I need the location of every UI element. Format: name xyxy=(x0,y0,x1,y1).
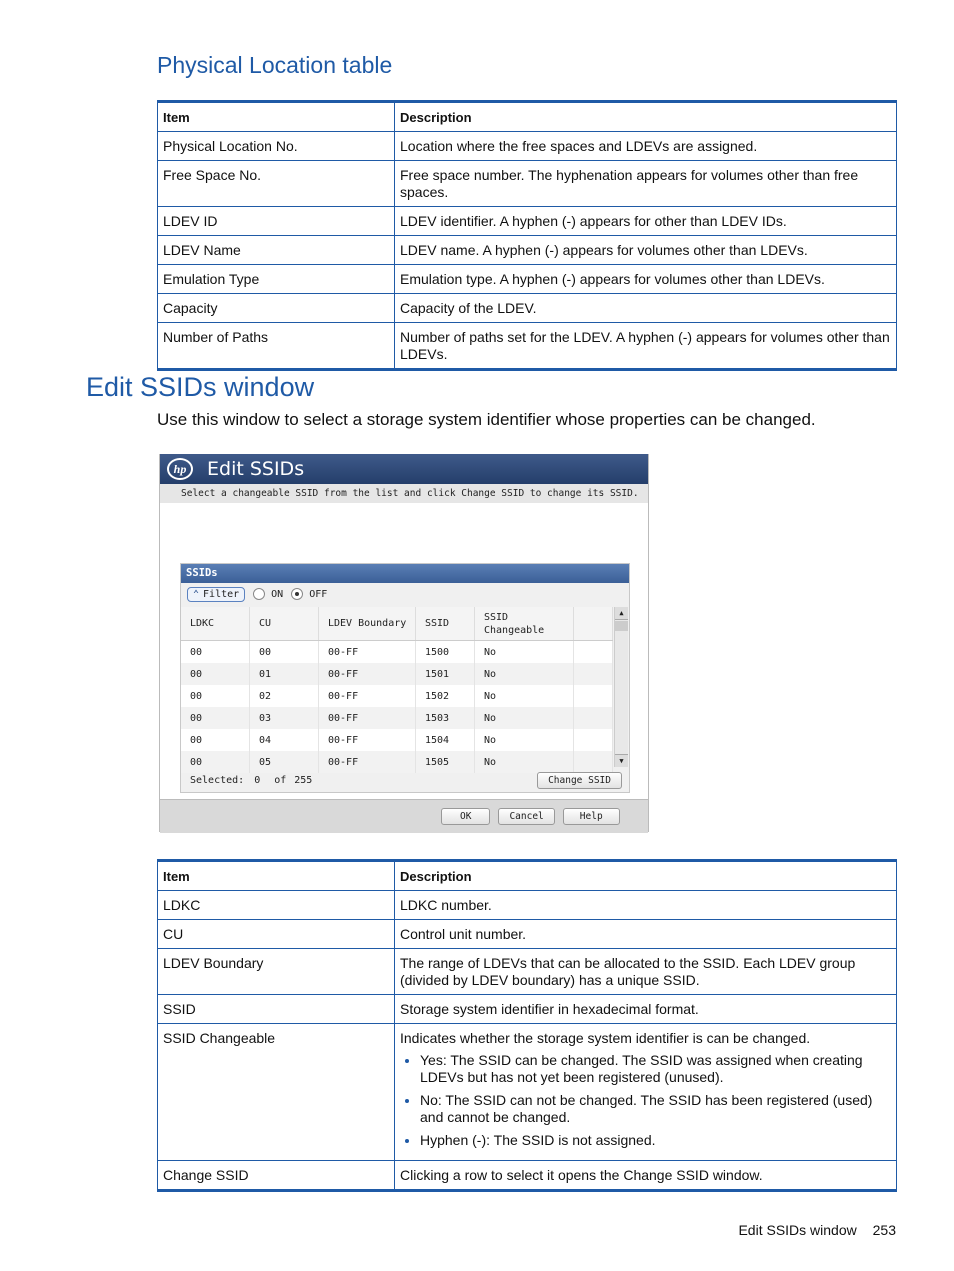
cell-cu: 02 xyxy=(250,685,319,707)
row-description: Free space number. The hyphenation appears for volumes other than free spaces. xyxy=(395,161,897,207)
col-ssid[interactable]: SSID xyxy=(416,607,475,641)
cell-changeable: No xyxy=(475,707,574,729)
radio-on[interactable] xyxy=(253,588,265,600)
cell-cu: 03 xyxy=(250,707,319,729)
change-ssid-button[interactable]: Change SSID xyxy=(537,772,622,789)
cell-filler xyxy=(574,685,613,707)
cell-cu: 00 xyxy=(250,641,319,664)
row-description: Number of paths set for the LDEV. A hyphen (-) appears for volumes other than LDEVs. xyxy=(395,323,897,370)
row-description: Capacity of the LDEV. xyxy=(395,294,897,323)
table-row xyxy=(158,949,897,995)
of-label: of xyxy=(274,774,287,786)
section-heading-edit-ssids: Edit SSIDs window xyxy=(86,372,315,402)
cell-ssid: 1501 xyxy=(416,663,475,685)
col-cu[interactable]: CU xyxy=(250,607,319,641)
row-item: LDEV Name xyxy=(158,236,395,265)
row-description: The range of LDEVs that can be allocated to the SSID. Each LDEV group (divided by LDEV boundary) has a unique SSID. xyxy=(395,949,897,995)
row-description: LDEV name. A hyphen (-) appears for volumes other than LDEVs. xyxy=(395,236,897,265)
row-item: Capacity xyxy=(158,294,395,323)
row-description: Location where the free spaces and LDEVs are assigned. xyxy=(395,132,897,161)
cell-cu: 04 xyxy=(250,729,319,751)
chevron-up-icon: ⌃ xyxy=(193,588,200,600)
table-row xyxy=(158,207,897,236)
list-item: • No: The SSID can not be changed. The SSID has been registered (used) and cannot be changed. xyxy=(420,1092,891,1126)
row-description: Emulation type. A hyphen (-) appears for volumes other than LDEVs. xyxy=(395,265,897,294)
selected-label: Selected: xyxy=(190,774,245,786)
page-footer xyxy=(738,1222,896,1238)
table-row xyxy=(158,891,897,920)
grid-row[interactable] xyxy=(181,707,613,729)
row-description: Control unit number. xyxy=(395,920,897,949)
table-row xyxy=(158,323,897,370)
cell-filler xyxy=(574,707,613,729)
table-row xyxy=(158,236,897,265)
row-item: Number of Paths xyxy=(158,323,395,370)
col-ssid-changeable[interactable]: SSID Changeable xyxy=(475,607,574,641)
col-ldev-boundary[interactable]: LDEV Boundary xyxy=(319,607,416,641)
header-item: Item xyxy=(158,861,395,891)
row-description: LDEV identifier. A hyphen (-) appears for other than LDEV IDs. xyxy=(395,207,897,236)
total-count: 255 xyxy=(294,774,313,786)
cell-changeable: No xyxy=(475,685,574,707)
edit-ssids-window xyxy=(159,454,649,832)
bullet-list xyxy=(400,1052,891,1149)
table-row xyxy=(158,995,897,1024)
cell-ldkc: 00 xyxy=(181,751,250,773)
row-item: LDEV ID xyxy=(158,207,395,236)
filter-button[interactable] xyxy=(187,587,245,602)
grid-row[interactable] xyxy=(181,663,613,685)
cell-boundary: 00-FF xyxy=(319,685,416,707)
row-description: Storage system identifier in hexadecimal format. xyxy=(395,995,897,1024)
table-header-row xyxy=(158,861,897,891)
cell-boundary: 00-FF xyxy=(319,751,416,773)
cell-ssid: 1504 xyxy=(416,729,475,751)
window-title-bar xyxy=(160,454,648,484)
grid-header-row xyxy=(181,607,613,641)
scroll-up-icon[interactable]: ▲ xyxy=(615,607,628,620)
cell-ssid: 1500 xyxy=(416,641,475,664)
table-row xyxy=(158,265,897,294)
row-item: Change SSID xyxy=(158,1161,395,1191)
row-item: CU xyxy=(158,920,395,949)
table-row xyxy=(158,920,897,949)
hp-logo-icon: hp xyxy=(167,458,193,480)
cell-filler xyxy=(574,641,613,664)
col-ldkc[interactable]: LDKC xyxy=(181,607,250,641)
panel-footer xyxy=(181,768,629,792)
row-item: SSID Changeable xyxy=(158,1024,395,1161)
ssid-description-table xyxy=(157,859,897,1192)
cell-changeable: No xyxy=(475,641,574,664)
row-description: LDKC number. xyxy=(395,891,897,920)
cell-ldkc: 00 xyxy=(181,641,250,664)
cell-changeable: No xyxy=(475,729,574,751)
list-item: • Hyphen (-): The SSID is not assigned. xyxy=(420,1132,891,1149)
radio-off[interactable] xyxy=(291,588,303,600)
row-item: SSID xyxy=(158,995,395,1024)
help-button[interactable]: Help xyxy=(563,808,620,825)
table-row xyxy=(158,1024,897,1161)
intro-paragraph: Use this window to select a storage system identifier whose properties can be changed. xyxy=(157,410,816,429)
filter-label: Filter xyxy=(203,588,240,600)
grid-row[interactable] xyxy=(181,685,613,707)
table-row xyxy=(158,132,897,161)
ssids-grid xyxy=(181,607,613,767)
cell-ldkc: 00 xyxy=(181,685,250,707)
col-filler xyxy=(574,607,613,641)
cell-boundary: 00-FF xyxy=(319,729,416,751)
cell-ssid: 1505 xyxy=(416,751,475,773)
row-item: LDKC xyxy=(158,891,395,920)
cancel-button[interactable]: Cancel xyxy=(498,808,554,825)
window-instructions: Select a changeable SSID from the list and click Change SSID to change its SSID. xyxy=(160,484,648,503)
row-item: Physical Location No. xyxy=(158,132,395,161)
table-header-row xyxy=(158,102,897,132)
cell-boundary: 00-FF xyxy=(319,707,416,729)
section-heading-physical-location: Physical Location table xyxy=(157,52,393,78)
ssids-panel xyxy=(180,563,630,793)
radio-on-label: ON xyxy=(271,588,284,600)
radio-off-label: OFF xyxy=(309,588,328,600)
row-item: Free Space No. xyxy=(158,161,395,207)
cell-ssid: 1502 xyxy=(416,685,475,707)
description-text: Indicates whether the storage system identifier is can be changed. xyxy=(400,1030,811,1046)
list-item: • Yes: The SSID can be changed. The SSID was assigned when creating LDEVs but has not yet been registered (unused). xyxy=(420,1052,891,1086)
cell-ldkc: 00 xyxy=(181,729,250,751)
table-row xyxy=(158,161,897,207)
header-description: Description xyxy=(395,861,897,891)
grid-row[interactable] xyxy=(181,641,613,664)
window-button-bar xyxy=(160,799,648,833)
page-number: 253 xyxy=(872,1222,896,1238)
cell-cu: 05 xyxy=(250,751,319,773)
scroll-down-icon[interactable]: ▼ xyxy=(615,754,628,767)
header-description: Description xyxy=(395,102,897,132)
ok-button[interactable]: OK xyxy=(441,808,490,825)
grid-row[interactable] xyxy=(181,729,613,751)
row-item: Emulation Type xyxy=(158,265,395,294)
table-row xyxy=(158,1161,897,1191)
physical-location-table xyxy=(157,100,897,371)
selected-count: 0 xyxy=(254,774,261,786)
cell-boundary: 00-FF xyxy=(319,641,416,664)
cell-cu: 01 xyxy=(250,663,319,685)
cell-ssid: 1503 xyxy=(416,707,475,729)
header-item: Item xyxy=(158,102,395,132)
cell-filler xyxy=(574,663,613,685)
cell-changeable: No xyxy=(475,663,574,685)
scroll-thumb[interactable] xyxy=(615,621,628,631)
cell-ldkc: 00 xyxy=(181,663,250,685)
row-description xyxy=(395,1024,897,1161)
row-description: Clicking a row to select it opens the Change SSID window. xyxy=(395,1161,897,1191)
panel-title: SSIDs xyxy=(181,564,629,583)
cell-filler xyxy=(574,729,613,751)
cell-changeable: No xyxy=(475,751,574,773)
filter-toolbar xyxy=(181,583,629,605)
table-row xyxy=(158,294,897,323)
cell-ldkc: 00 xyxy=(181,707,250,729)
cell-boundary: 00-FF xyxy=(319,663,416,685)
row-item: LDEV Boundary xyxy=(158,949,395,995)
footer-section: Edit SSIDs window xyxy=(738,1222,857,1238)
grid-scrollbar[interactable] xyxy=(614,607,628,767)
window-title: Edit SSIDs xyxy=(207,458,305,480)
